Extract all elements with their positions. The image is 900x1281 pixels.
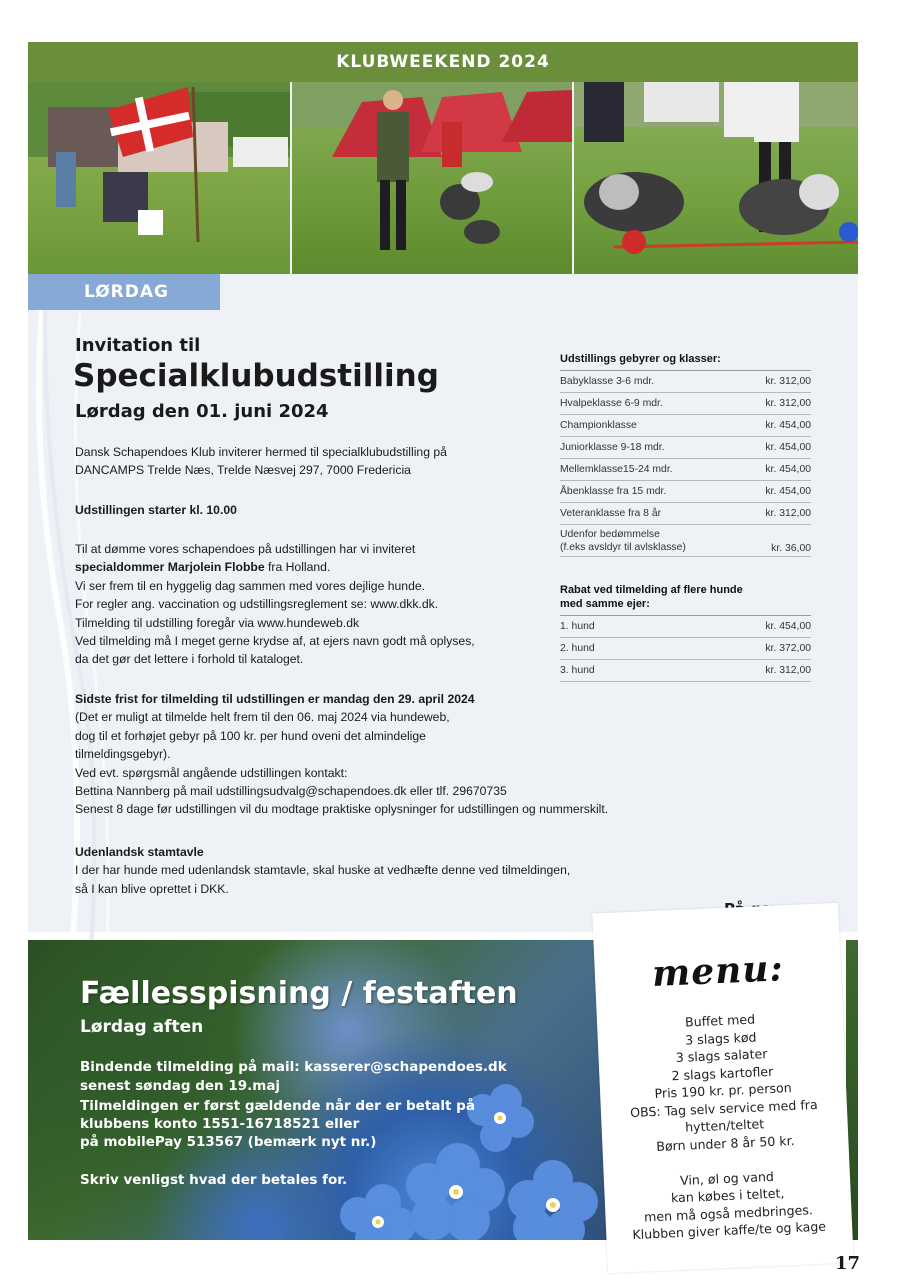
table-row [560,525,811,557]
fees-table-rows [560,371,811,557]
photo-flag-camp-illustration [28,82,290,274]
table-row-price: kr. 454,00 [765,621,811,632]
table-row-label: Hvalpeklasse 6-9 mdr. [560,398,663,409]
discount-table-title [560,583,811,616]
invitation-headline: Specialklubudstilling [73,358,439,394]
judge-name: specialdommer Marjolein Flobbe [75,560,265,575]
menu-line: Pris 190 kr. pr. person [654,1080,792,1101]
table-row-label: Åbenklasse fra 15 mdr. [560,486,667,497]
deadline-line: (Det er muligt at tilmelde helt frem til den 06. maj 2024 via hundeweb, [75,710,450,725]
photo-strip [28,82,858,274]
body-line: da det gør det lettere i forhold til kataloget. [75,652,304,667]
judge-origin: fra Holland. [264,560,331,575]
deadline-line: dog til et forhøjet gebyr på 100 kr. per hund oveni det almindelige [75,728,426,743]
menu-lines [597,1007,853,1245]
table-row-label: Mellemklasse15-24 mdr. [560,464,673,475]
menu-line: 3 slags kød [684,1028,757,1048]
discount-title-line: Rabat ved tilmelding af flere hunde [560,584,743,596]
table-row-price: kr. 454,00 [765,442,811,453]
dinner-line: Skriv venligst hvad der betales for. [80,1172,348,1188]
invitation-date: Lørdag den 01. juni 2024 [75,401,329,422]
table-row [560,371,811,393]
dinner-line: Bindende tilmelding på mail: kasserer@schapendoes.dk [80,1059,507,1075]
header-bar [28,42,858,82]
page-number: 17 [835,1253,861,1274]
start-time [75,501,237,519]
fees-table [560,352,811,557]
start-time-text: Udstillingen starter kl. 10.00 [75,503,237,517]
table-row-label: Udenfor bedømmelse (f.eks avsldyr til avlsklasse) [560,529,686,553]
table-row-price: kr. 36,00 [771,543,811,554]
deadline-line: Senest 8 dage før udstillingen vil du modtage praktiske oplysninger for udstillingen og nummerskilt. [75,802,609,817]
menu-line: hytten/teltet [684,1116,765,1135]
photo-dog-walk [292,82,572,274]
dinner-line: Tilmeldingen er først gældende når der er betalt på [80,1098,475,1114]
judge-paragraph [75,540,475,669]
deadline-line: Bettina Nannberg på mail udstillingsudvalg@schapendoes.dk eller tlf. 29670735 [75,784,507,799]
table-row [560,437,811,459]
table-row [560,638,811,660]
menu-line: 3 slags salater [675,1046,768,1066]
fees-table-title: Udstillings gebyrer og klasser: [560,352,811,371]
table-row-price: kr. 454,00 [765,464,811,475]
dinner-subtitle: Lørdag aften [80,1017,204,1037]
day-tab [28,274,220,310]
table-row [560,415,811,437]
foreign-pedigree-line: så I kan blive oprettet i DKK. [75,881,229,896]
menu-card [592,903,853,1273]
photo-dog-walk-illustration [292,82,572,274]
body-line: Tilmelding til udstilling foregår via www.hundeweb.dk [75,615,360,630]
body-line: Ved tilmelding må I meget gerne krydse af, at ejers navn godt må oplyses, [75,634,475,649]
foreign-pedigree-paragraph [75,843,570,898]
foreign-pedigree-heading: Udenlandsk stamtavle [75,845,204,859]
header-title: KLUBWEEKEND 2024 [336,52,550,72]
table-row-price: kr. 312,00 [765,508,811,519]
dinner-panel [28,940,608,1240]
table-row [560,393,811,415]
menu-line: OBS: Tag selv service med fra [629,1096,818,1120]
discount-title-line: med samme ejer: [560,598,650,610]
dinner-line: på mobilePay 513567 (bemærk nyt nr.) [80,1134,377,1150]
discount-table-rows [560,616,811,682]
menu-line: Klubben giver kaffe/te og kage [632,1218,827,1243]
deadline-paragraph [75,690,608,819]
table-row-label: Championklasse [560,420,637,431]
table-row-label: Veteranklasse fra 8 år [560,508,662,519]
table-row-label: Babyklasse 3-6 mdr. [560,376,655,387]
table-row-label: 2. hund [560,643,595,654]
table-row-label: Juniorklasse 9-18 mdr. [560,442,665,453]
photo-dog-show-illustration [574,82,858,274]
menu-line: men må også medbringes. [643,1201,814,1225]
intro-line: Dansk Schapendoes Klub inviterer hermed til specialklubudstilling på [75,445,447,459]
day-tab-label: LØRDAG [84,282,169,302]
table-row-price: kr. 454,00 [765,420,811,431]
table-row-price: kr. 372,00 [765,643,811,654]
deadline-line: tilmeldingsgebyr). [75,747,171,762]
judge-line [75,558,475,576]
table-row [560,481,811,503]
foreign-pedigree-line: I der har hunde med udenlandsk stamtavle, skal huske at vedhæfte denne ved tilmeldingen, [75,863,571,878]
table-row-label: 3. hund [560,665,595,676]
table-row-price: kr. 312,00 [765,665,811,676]
menu-title: menu: [651,947,785,995]
table-row [560,616,811,638]
table-row [560,660,811,682]
menu-line: Børn under 8 år 50 kr. [655,1132,795,1154]
discount-table [560,583,811,682]
deadline-line: Ved evt. spørgsmål angående udstillingen kontakt: [75,765,348,780]
table-row [560,459,811,481]
menu-line: 2 slags kartofler [671,1063,774,1083]
table-row-price: kr. 454,00 [765,486,811,497]
menu-line: Vin, øl og vand [679,1168,775,1188]
photo-dog-show [574,82,858,274]
deadline-heading: Sidste frist for tilmelding til udstillingen er mandag den 29. april 2024 [75,692,475,706]
menu-line: kan købes i teltet, [670,1185,785,1206]
table-row [560,503,811,525]
table-row-price: kr. 312,00 [765,398,811,409]
photo-flag-camp [28,82,290,274]
judge-line: Til at dømme vores schapendoes på udstillingen har vi inviteret [75,542,416,556]
body-line: For regler ang. vaccination og udstillingsreglement se: www.dkk.dk. [75,597,439,612]
invitation-intro: Invitation til [75,335,201,356]
intro-line: DANCAMPS Trelde Næs, Trelde Næsvej 297, 7000 Fredericia [75,463,411,478]
dinner-line: klubbens konto 1551-16718521 eller [80,1116,360,1132]
table-row-label: 1. hund [560,621,595,632]
dinner-title: Fællesspisning / festaften [80,976,518,1011]
menu-line: Buffet med [684,1011,756,1030]
dinner-line: senest søndag den 19.maj [80,1078,281,1094]
table-row-price: kr. 312,00 [765,376,811,387]
intro-paragraph [75,443,447,480]
body-line: Vi ser frem til en hyggelig dag sammen med vores dejlige hunde. [75,578,426,593]
